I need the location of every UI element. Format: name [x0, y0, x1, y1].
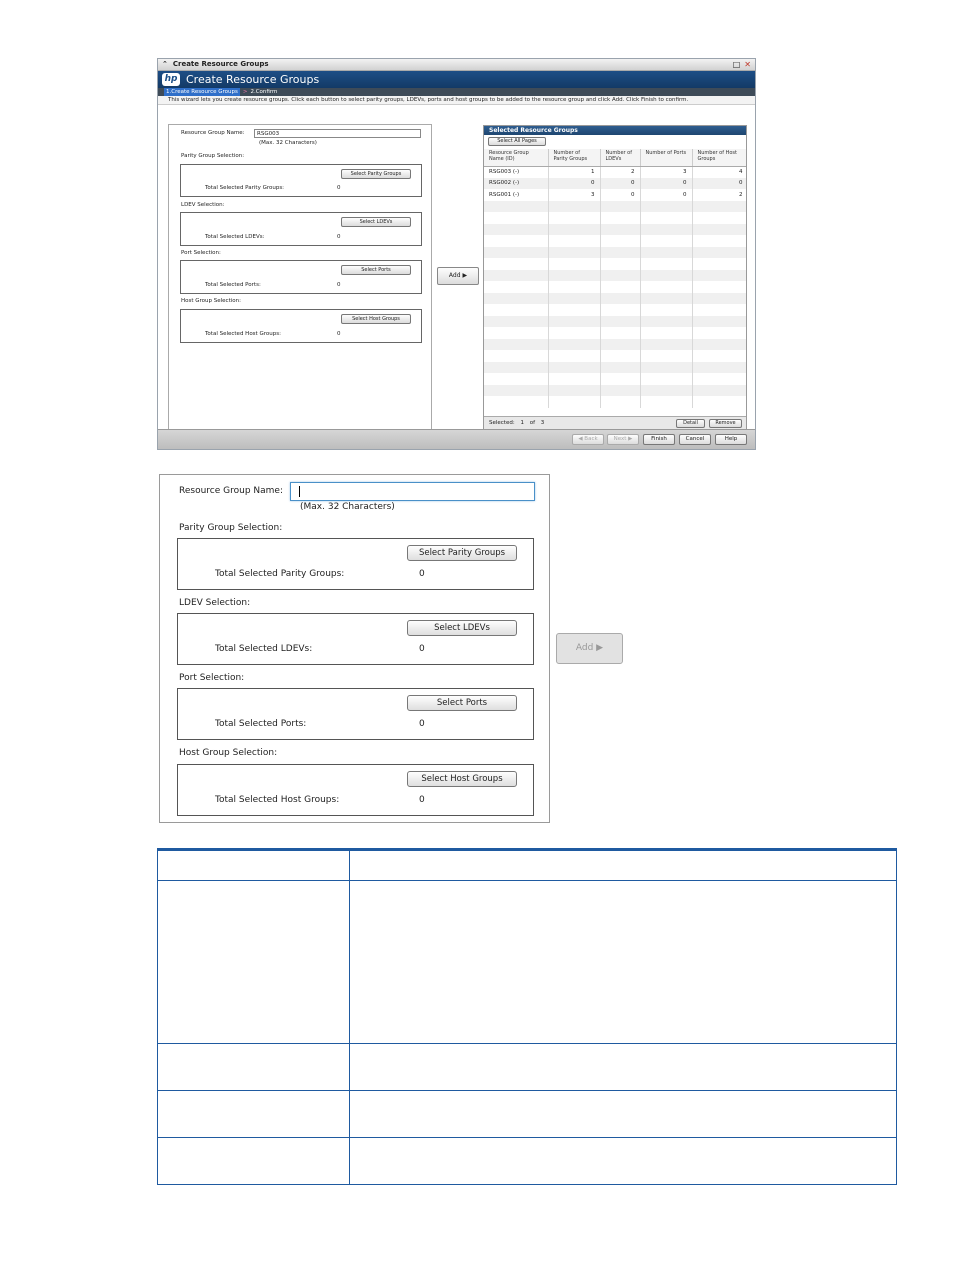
table-cell: 1 — [548, 166, 600, 178]
host-total-count: 0 — [337, 331, 341, 337]
table-cell — [484, 224, 548, 236]
port-box — [180, 260, 422, 294]
table-cell — [158, 881, 350, 1044]
table-cell — [692, 339, 747, 351]
table-cell — [640, 235, 692, 247]
empty-row — [484, 304, 747, 316]
table-cell: 3 — [548, 189, 600, 201]
port-total-count: 0 — [419, 719, 425, 729]
max-chars-hint: (Max. 32 Characters) — [259, 140, 317, 146]
table-cell — [548, 385, 600, 397]
table-cell — [600, 350, 640, 362]
table-cell — [484, 247, 548, 259]
table-cell — [158, 1091, 350, 1138]
table-cell — [640, 201, 692, 213]
table-cell — [692, 396, 747, 408]
empty-row — [484, 258, 747, 270]
table-cell — [484, 281, 548, 293]
table-cell — [484, 373, 548, 385]
arrow-right-icon: ▶ — [462, 272, 468, 279]
step-create: 1.Create Resource Groups — [166, 89, 238, 95]
table-cell — [600, 385, 640, 397]
table-cell — [484, 350, 548, 362]
text-caret — [299, 486, 300, 497]
table-cell — [692, 224, 747, 236]
table-cell — [692, 201, 747, 213]
help-button[interactable]: Help — [715, 434, 747, 445]
host-total-label: Total Selected Host Groups: — [205, 331, 281, 337]
table-cell — [640, 327, 692, 339]
ldev-label: LDEV Selection: — [179, 598, 251, 608]
port-total-label: Total Selected Ports: — [205, 282, 261, 288]
table-cell: 0 — [640, 178, 692, 190]
table-cell — [640, 373, 692, 385]
host-group-box — [177, 764, 534, 816]
resource-group-name-input[interactable] — [290, 482, 535, 501]
table-cell — [548, 350, 600, 362]
table-cell — [692, 385, 747, 397]
table-cell — [350, 881, 897, 1044]
port-label: Port Selection: — [181, 250, 221, 256]
wizard-instruction: This wizard lets you create resource groups. Click each button to select parity groups, LDEVs, ports and host groups to be added to the resource group and click Add. Click Finish to confirm. — [158, 96, 755, 105]
table-cell — [548, 212, 600, 224]
table-cell — [640, 385, 692, 397]
select-host-groups-button[interactable]: Select Host Groups — [407, 771, 517, 787]
table-cell — [692, 281, 747, 293]
column-header[interactable]: Number of Ports — [640, 149, 692, 166]
column-header[interactable]: Number of Parity Groups — [548, 149, 600, 166]
wizard-bottom-bar — [158, 429, 756, 449]
table-cell — [600, 293, 640, 305]
table-cell — [692, 362, 747, 374]
step-separator: > — [242, 89, 248, 95]
host-group-label: Host Group Selection: — [181, 298, 241, 304]
column-header[interactable]: Number of Host Groups — [692, 149, 747, 166]
empty-row — [484, 235, 747, 247]
table-cell: 2 — [692, 189, 747, 201]
table-cell — [350, 1091, 897, 1138]
selected-label: Selected: — [489, 420, 515, 426]
parity-total-count: 0 — [419, 569, 425, 579]
empty-row — [484, 396, 747, 408]
table-cell: RSG002 (-) — [484, 178, 548, 190]
wizard-window — [157, 58, 756, 450]
table-cell — [640, 396, 692, 408]
table-cell — [692, 235, 747, 247]
wizard-banner — [158, 71, 755, 88]
table-cell — [548, 224, 600, 236]
empty-row — [484, 212, 747, 224]
table-footer — [484, 416, 747, 430]
back-button[interactable]: ◀ Back — [572, 434, 604, 445]
of-label: of — [529, 420, 536, 426]
table-cell: 3 — [640, 166, 692, 178]
table-cell — [158, 1044, 350, 1091]
select-host-groups-button[interactable]: Select Host Groups — [341, 314, 411, 324]
table-cell — [484, 258, 548, 270]
table-cell: 2 — [600, 166, 640, 178]
table-row[interactable] — [484, 178, 747, 190]
table-cell — [640, 281, 692, 293]
ldev-total-count: 0 — [337, 234, 341, 240]
table-cell — [484, 235, 548, 247]
table-cell — [548, 339, 600, 351]
table-cell — [692, 247, 747, 259]
table-cell — [484, 362, 548, 374]
hp-logo-icon: hp — [162, 73, 180, 86]
select-ports-button[interactable]: Select Ports — [341, 265, 411, 275]
resource-group-form — [168, 124, 432, 431]
table-cell — [548, 327, 600, 339]
table-cell — [484, 339, 548, 351]
empty-row — [484, 385, 747, 397]
empty-row — [484, 362, 747, 374]
window-title: Create Resource Groups — [172, 60, 269, 68]
table-cell — [692, 258, 747, 270]
table-cell — [600, 339, 640, 351]
port-total-count: 0 — [337, 282, 341, 288]
window-titlebar — [158, 59, 755, 71]
table-cell — [600, 281, 640, 293]
parity-total-label: Total Selected Parity Groups: — [215, 569, 345, 579]
table-cell: 4 — [692, 166, 747, 178]
table-cell — [484, 316, 548, 328]
table-cell — [548, 396, 600, 408]
table-cell — [640, 247, 692, 259]
table-cell — [640, 350, 692, 362]
table-row[interactable] — [484, 166, 747, 178]
table-cell — [600, 224, 640, 236]
column-header[interactable]: Resource Group Name (ID) — [484, 149, 548, 166]
resource-group-name-input[interactable]: RSG003 — [254, 129, 421, 138]
remove-button[interactable]: Remove — [709, 419, 742, 428]
parity-total-label: Total Selected Parity Groups: — [205, 185, 285, 191]
port-box — [177, 688, 534, 740]
selected-resource-groups-panel — [483, 125, 747, 431]
table-cell — [600, 327, 640, 339]
table-cell — [548, 362, 600, 374]
empty-row — [484, 201, 747, 213]
table-cell — [640, 304, 692, 316]
table-cell — [548, 201, 600, 213]
table-cell — [692, 212, 747, 224]
table-cell: RSG001 (-) — [484, 189, 548, 201]
selected-count: 1 — [520, 420, 524, 426]
host-group-label: Host Group Selection: — [179, 748, 278, 758]
empty-row — [484, 224, 747, 236]
selected-groups-table — [484, 149, 747, 408]
table-cell: 0 — [548, 178, 600, 190]
table-cell — [600, 212, 640, 224]
table-cell — [600, 258, 640, 270]
zoomed-resource-group-form — [159, 474, 550, 823]
detail-button[interactable]: Detail — [676, 419, 705, 428]
ldev-box — [177, 613, 534, 665]
table-cell — [484, 385, 548, 397]
empty-row — [484, 373, 747, 385]
ldev-box — [180, 212, 422, 246]
parity-total-count: 0 — [337, 185, 341, 191]
table-cell: 0 — [692, 178, 747, 190]
table-cell: RSG003 (-) — [484, 166, 548, 178]
collapse-icon[interactable]: ⌃ — [162, 60, 168, 68]
port-total-label: Total Selected Ports: — [215, 719, 307, 729]
parity-group-box — [180, 164, 422, 197]
name-label: Resource Group Name: — [181, 130, 245, 136]
parity-group-box — [177, 538, 534, 590]
table-cell — [692, 350, 747, 362]
table-cell — [640, 224, 692, 236]
table-cell — [548, 270, 600, 282]
table-cell — [350, 1138, 897, 1185]
table-cell: 0 — [640, 189, 692, 201]
wizard-steps — [158, 88, 755, 96]
table-cell — [158, 1138, 350, 1185]
parity-group-label: Parity Group Selection: — [181, 153, 245, 159]
step-confirm: 2.Confirm — [250, 89, 278, 95]
table-cell — [692, 327, 747, 339]
table-cell — [640, 293, 692, 305]
table-cell — [640, 362, 692, 374]
empty-row — [484, 270, 747, 282]
empty-row — [484, 281, 747, 293]
table-cell — [600, 316, 640, 328]
banner-title: Create Resource Groups — [186, 73, 320, 86]
select-all-pages-button[interactable]: Select All Pages — [488, 137, 546, 146]
table-cell — [692, 293, 747, 305]
table-cell — [600, 304, 640, 316]
table-cell — [484, 327, 548, 339]
maximize-icon[interactable]: □ — [732, 60, 741, 69]
ldev-total-label: Total Selected LDEVs: — [215, 644, 313, 654]
table-cell — [640, 258, 692, 270]
empty-row — [484, 339, 747, 351]
table-cell: 0 — [600, 178, 640, 190]
table-cell — [640, 270, 692, 282]
host-group-box — [180, 309, 422, 343]
table-cell: 0 — [600, 189, 640, 201]
table-cell — [350, 1044, 897, 1091]
add-button[interactable] — [437, 267, 479, 285]
table-cell — [600, 270, 640, 282]
table-cell — [600, 362, 640, 374]
table-cell — [548, 373, 600, 385]
table-cell — [600, 247, 640, 259]
empty-row — [484, 247, 747, 259]
empty-row — [484, 316, 747, 328]
table-header-item — [158, 850, 350, 881]
max-chars-hint: (Max. 32 Characters) — [300, 502, 395, 512]
table-cell — [548, 281, 600, 293]
table-cell — [484, 396, 548, 408]
column-header[interactable]: Number of LDEVs — [600, 149, 640, 166]
table-cell — [548, 247, 600, 259]
field-description-table — [157, 848, 897, 1185]
table-cell — [548, 293, 600, 305]
table-cell — [484, 304, 548, 316]
table-cell — [692, 304, 747, 316]
total-count: 3 — [540, 420, 545, 426]
select-ports-button[interactable]: Select Ports — [407, 695, 517, 711]
table-row[interactable] — [484, 189, 747, 201]
table-cell — [484, 270, 548, 282]
table-cell — [484, 212, 548, 224]
empty-row — [484, 327, 747, 339]
select-parity-groups-button[interactable]: Select Parity Groups — [341, 169, 411, 179]
ldev-label: LDEV Selection: — [181, 202, 225, 208]
table-cell — [600, 396, 640, 408]
table-cell — [548, 258, 600, 270]
table-cell — [548, 316, 600, 328]
port-label: Port Selection: — [179, 673, 245, 683]
host-total-count: 0 — [419, 795, 425, 805]
panel-title: Selected Resource Groups — [484, 126, 746, 135]
table-cell — [484, 293, 548, 305]
empty-row — [484, 350, 747, 362]
empty-row — [484, 293, 747, 305]
finish-button[interactable]: Finish — [643, 434, 675, 445]
ldev-total-label: Total Selected LDEVs: — [205, 234, 265, 240]
add-button-disabled[interactable]: Add ▶ — [556, 633, 623, 664]
select-parity-groups-button[interactable]: Select Parity Groups — [407, 545, 517, 561]
table-cell — [548, 304, 600, 316]
table-cell — [640, 339, 692, 351]
ldev-total-count: 0 — [419, 644, 425, 654]
close-icon[interactable]: ✕ — [744, 60, 751, 69]
table-cell — [692, 373, 747, 385]
table-cell — [600, 373, 640, 385]
table-header-description — [350, 850, 897, 881]
select-ldevs-button[interactable]: Select LDEVs — [407, 620, 517, 636]
host-total-label: Total Selected Host Groups: — [215, 795, 340, 805]
table-cell — [548, 235, 600, 247]
next-button[interactable]: Next ▶ — [607, 434, 639, 445]
table-cell — [600, 201, 640, 213]
cancel-button[interactable]: Cancel — [679, 434, 711, 445]
table-cell — [484, 201, 548, 213]
name-label: Resource Group Name: — [179, 486, 283, 496]
table-cell — [640, 212, 692, 224]
table-cell — [600, 235, 640, 247]
table-cell — [692, 316, 747, 328]
select-ldevs-button[interactable]: Select LDEVs — [341, 217, 411, 227]
add-button-label: Add — [448, 272, 461, 279]
table-cell — [692, 270, 747, 282]
table-cell — [640, 316, 692, 328]
parity-group-label: Parity Group Selection: — [179, 523, 283, 533]
